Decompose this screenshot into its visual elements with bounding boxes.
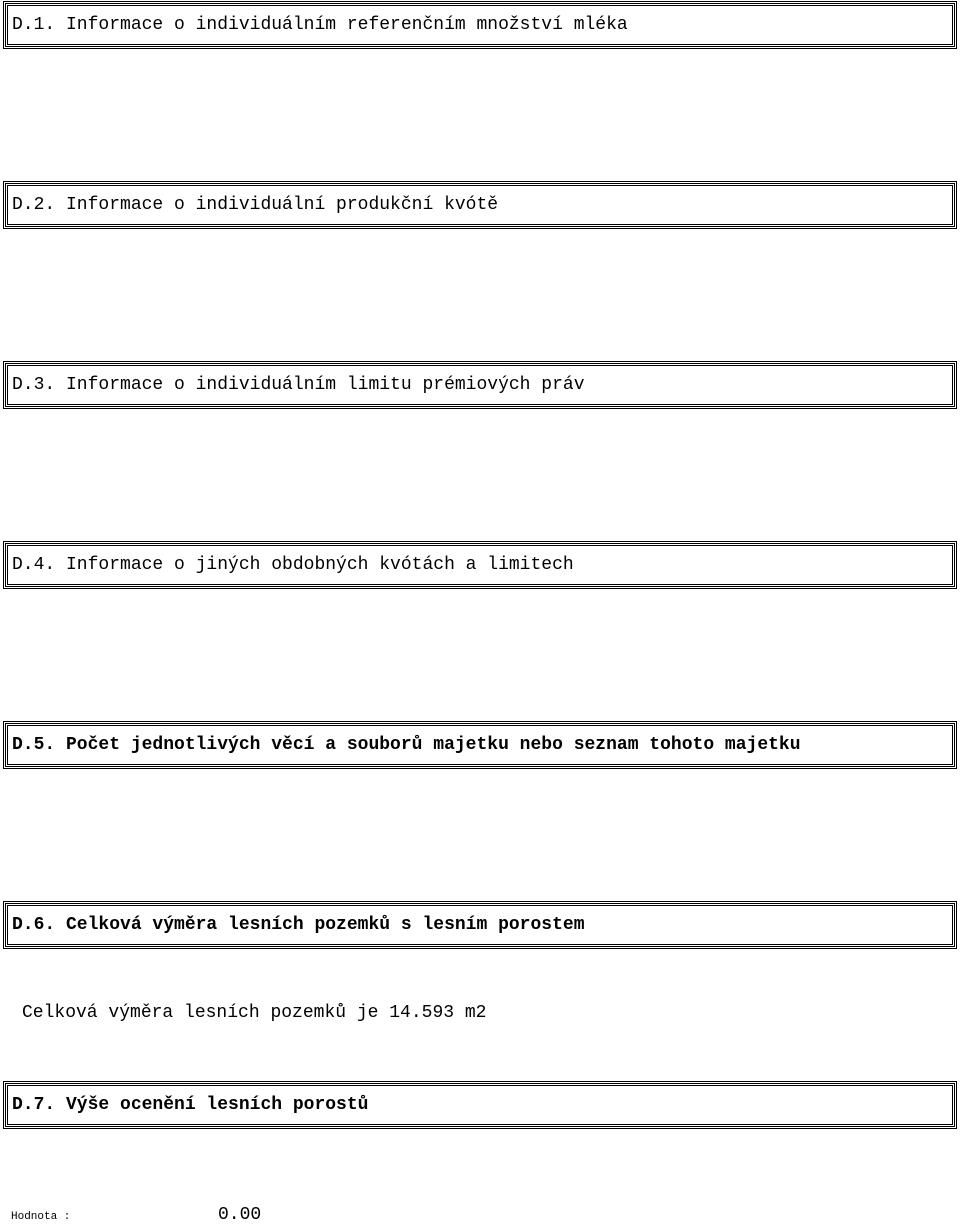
section-header-d2 (3, 181, 957, 229)
forest-area-text: Celková výměra lesních pozemků je 14.593 m2 (22, 1003, 487, 1023)
section-title-d5: D.5. Počet jednotlivých věcí a souborů majetku nebo seznam tohoto majetku (12, 735, 801, 755)
section-header-d1 (3, 1, 957, 49)
section-header-d4 (3, 541, 957, 589)
section-title-d2: D.2. Informace o individuální produkční kvótě (12, 195, 499, 215)
section-header-d6 (3, 901, 957, 949)
section-title-d4: D.4. Informace o jiných obdobných kvótách a limitech (12, 555, 574, 575)
value-label: Hodnota : (11, 1211, 71, 1223)
section-title-d3: D.3. Informace o individuálním limitu prémiových práv (12, 375, 585, 395)
section-header-d5 (3, 721, 957, 769)
section-header-d7 (3, 1081, 957, 1129)
section-title-d7: D.7. Výše ocenění lesních porostů (12, 1095, 369, 1115)
section-title-d1: D.1. Informace o individuálním referenčním množství mléka (12, 15, 628, 35)
section-title-d6: D.6. Celková výměra lesních pozemků s lesním porostem (12, 915, 585, 935)
section-header-d3 (3, 361, 957, 409)
value-number: 0.00 (218, 1205, 262, 1225)
